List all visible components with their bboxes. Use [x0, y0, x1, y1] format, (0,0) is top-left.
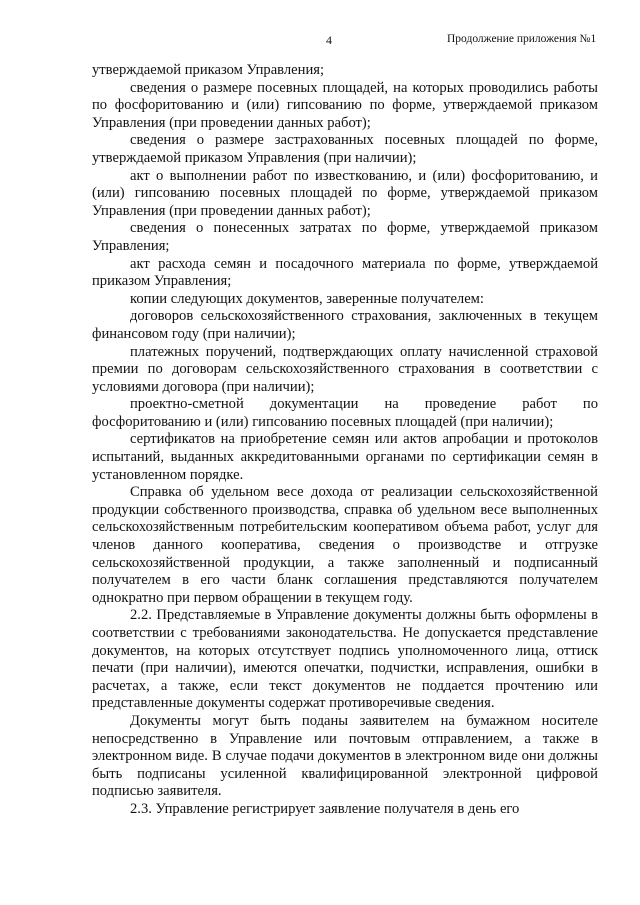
paragraph: 2.2. Представляемые в Управление документы должны быть оформлены в соответствии с требованиями законодательства. Не допускается представление документов, на которых отсутствует подпись уполномоченного лица, оттиск печати (при наличии), имеются опечатки, подчистки, исправления, ошибки в расчетах, а также, если текст документов не поддается прочтению или представленные документы содержат противоречивые сведения. [92, 607, 598, 712]
appendix-continuation-label: Продолжение приложения №1 [447, 33, 597, 45]
paragraph: Документы могут быть поданы заявителем на бумажном носителе непосредственно в Управление или почтовым отправлением, а также в электронном виде. В случае подачи документов в электронном виде они должны быть подписаны усиленной квалифицированной электронной цифровой подписью заявителя. [92, 712, 598, 800]
paragraph: сведения о размере застрахованных посевных площадей по форме, утверждаемой приказом Управления (при наличии); [92, 132, 598, 166]
paragraph: Справка об удельном весе дохода от реализации сельскохозяйственной продукции собственного производства, справка об удельном весе выполненных сельскохозяйственным потребительским кооперативом объема работ, услуг для членов данного кооператива, сведения о производстве и отгрузке сельскохозяйственной продукции, а также заполненный и подписанный получателем в его части бланк соглашения представляются получателем однократно при первом обращении в текущем году. [92, 484, 598, 606]
paragraph: сведения о размере посевных площадей, на которых проводились работы по фосфоритованию и (или) гипсованию по форме, утверждаемой приказом Управления (при проведении данных работ); [92, 79, 598, 131]
paragraph: платежных поручений, подтверждающих оплату начисленной страховой премии по договорам сельскохозяйственного страхования в соответствии с условиями договора (при наличии); [92, 343, 598, 395]
paragraph: сертификатов на приобретение семян или актов апробации и протоколов испытаний, выданных аккредитованными органами по сертификации семян в установленном порядке. [92, 431, 598, 483]
paragraph: утверждаемой приказом Управления; [92, 62, 325, 78]
paragraph: 2.3. Управление регистрирует заявление получателя в день его [130, 800, 520, 817]
paragraph: акт расхода семян и посадочного материала по форме, утверждаемой приказом Управления; [92, 255, 598, 290]
page-number: 4 [326, 33, 332, 47]
paragraph: проектно-сметной документации на проведение работ по фосфоритованию и (или) гипсованию посевных площадей (при наличии); [92, 396, 598, 430]
paragraph: акт о выполнении работ по известкованию, и (или) фосфоритованию, и (или) гипсованию посевных площадей по форме, утверждаемой приказом Управления (при проведении данных работ); [92, 167, 598, 219]
paragraph: копии следующих документов, заверенные получателем: [130, 290, 484, 307]
document-body [92, 62, 598, 819]
paragraph: договоров сельскохозяйственного страхования, заключенных в текущем финансовом году (при наличии); [92, 308, 598, 342]
paragraph: сведения о понесенных затратах по форме, утверждаемой приказом Управления; [92, 220, 598, 254]
